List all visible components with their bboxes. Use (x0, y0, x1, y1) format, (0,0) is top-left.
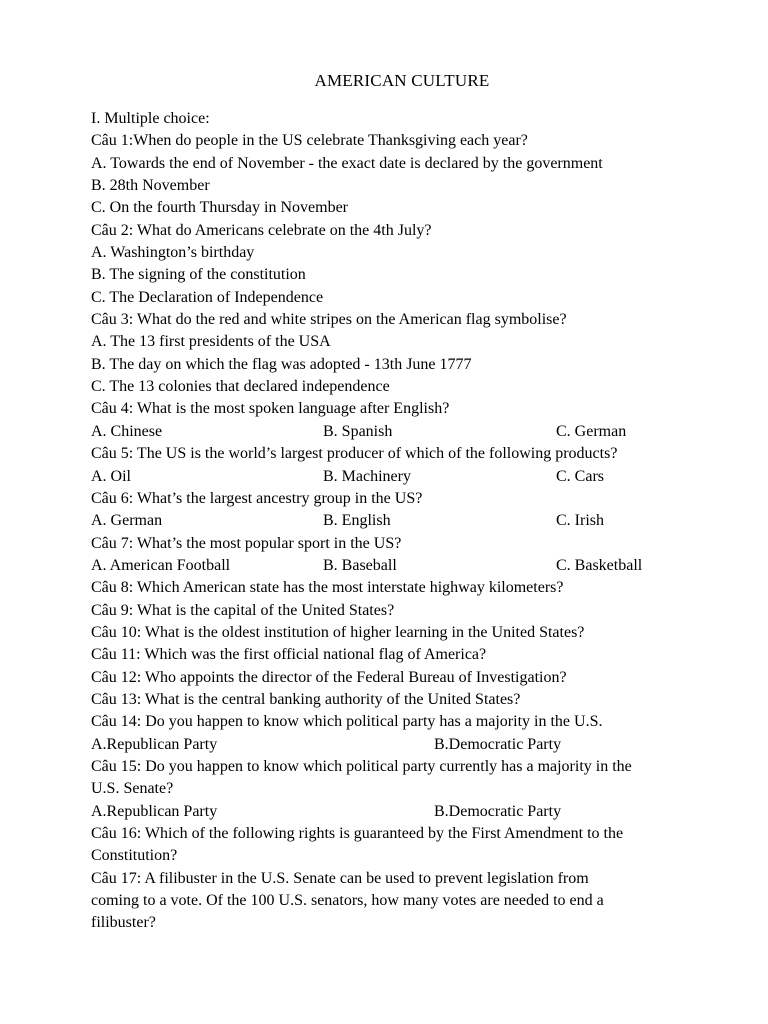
q3-option-c: C. The 13 colonies that declared independence (91, 378, 390, 396)
question-17-line-1: Câu 17: A filibuster in the U.S. Senate can be used to prevent legislation from (91, 869, 589, 887)
question-9: Câu 9: What is the capital of the United States? (91, 601, 395, 619)
question-8: Câu 8: Which American state has the most interstate highway kilometers? (91, 579, 564, 597)
question-17-line-3: filibuster? (91, 914, 156, 932)
q4-options (91, 421, 751, 443)
question-12: Câu 12: Who appoints the director of the Federal Bureau of Investigation? (91, 668, 567, 686)
question-3: Câu 3: What do the red and white stripes on the American flag symbolise? (91, 311, 567, 329)
question-5: Câu 5: The US is the world’s largest producer of which of the following products? (91, 445, 618, 463)
q7-option-a: A. American Football (91, 556, 231, 574)
question-2: Câu 2: What do Americans celebrate on the 4th July? (91, 221, 432, 239)
section-heading: I. Multiple choice: (91, 110, 210, 127)
q4-option-c: C. German (556, 422, 627, 440)
q2-option-c: C. The Declaration of Independence (91, 288, 324, 306)
question-13: Câu 13: What is the central banking authority of the United States? (91, 690, 521, 708)
q6-option-c: C. Irish (556, 512, 604, 530)
q3-option-b: B. The day on which the flag was adopted - 13th June 1777 (91, 355, 472, 373)
question-1: Câu 1:When do people in the US celebrate Thanksgiving each year? (91, 132, 528, 150)
q1-option-b: B. 28th November (91, 177, 210, 195)
q4-option-b: B. Spanish (323, 422, 393, 440)
q2-option-b: B. The signing of the constitution (91, 266, 306, 284)
question-16-line-1: Câu 16: Which of the following rights is guaranteed by the First Amendment to the (91, 825, 624, 842)
q1-option-a: A. Towards the end of November - the exact date is declared by the government (91, 154, 603, 172)
document-title: AMERICAN CULTURE (314, 71, 490, 90)
question-17-line-2: coming to a vote. Of the 100 U.S. senators, how many votes are needed to end a (91, 892, 604, 910)
q5-options (91, 466, 751, 488)
question-14: Câu 14: Do you happen to know which political party has a majority in the U.S. (91, 713, 603, 731)
q3-option-a: A. The 13 first presidents of the USA (91, 333, 331, 351)
q15-option-a: A.Republican Party (91, 802, 218, 820)
q6-option-a: A. German (91, 512, 163, 530)
question-16-line-2: Constitution? (91, 847, 178, 865)
q15-options (91, 801, 751, 823)
question-15-line-1: Câu 15: Do you happen to know which political party currently has a majority in the (91, 757, 632, 775)
q4-option-a: A. Chinese (91, 422, 163, 440)
q1-option-c: C. On the fourth Thursday in November (91, 199, 348, 217)
document-body (91, 108, 751, 935)
question-11: Câu 11: Which was the first official national flag of America? (91, 646, 487, 664)
question-4: Câu 4: What is the most spoken language after English? (91, 400, 450, 418)
q5-option-b: B. Machinery (323, 467, 411, 485)
q7-option-b: B. Baseball (323, 556, 397, 574)
q15-option-b: B.Democratic Party (434, 802, 562, 820)
q5-option-c: C. Cars (556, 467, 604, 485)
q2-option-a: A. Washington’s birthday (91, 244, 255, 262)
q14-option-b: B.Democratic Party (434, 735, 562, 753)
q14-options (91, 734, 751, 756)
question-15-line-2: U.S. Senate? (91, 780, 174, 798)
q7-option-c: C. Basketball (556, 556, 643, 574)
question-7: Câu 7: What’s the most popular sport in the US? (91, 534, 402, 552)
question-10: Câu 10: What is the oldest institution of higher learning in the United States? (91, 623, 585, 641)
q6-options (91, 510, 751, 532)
q7-options (91, 555, 751, 577)
question-6: Câu 6: What’s the largest ancestry group in the US? (91, 489, 423, 507)
q5-option-a: A. Oil (91, 467, 131, 485)
q14-option-a: A.Republican Party (91, 735, 218, 753)
q6-option-b: B. English (323, 512, 391, 530)
